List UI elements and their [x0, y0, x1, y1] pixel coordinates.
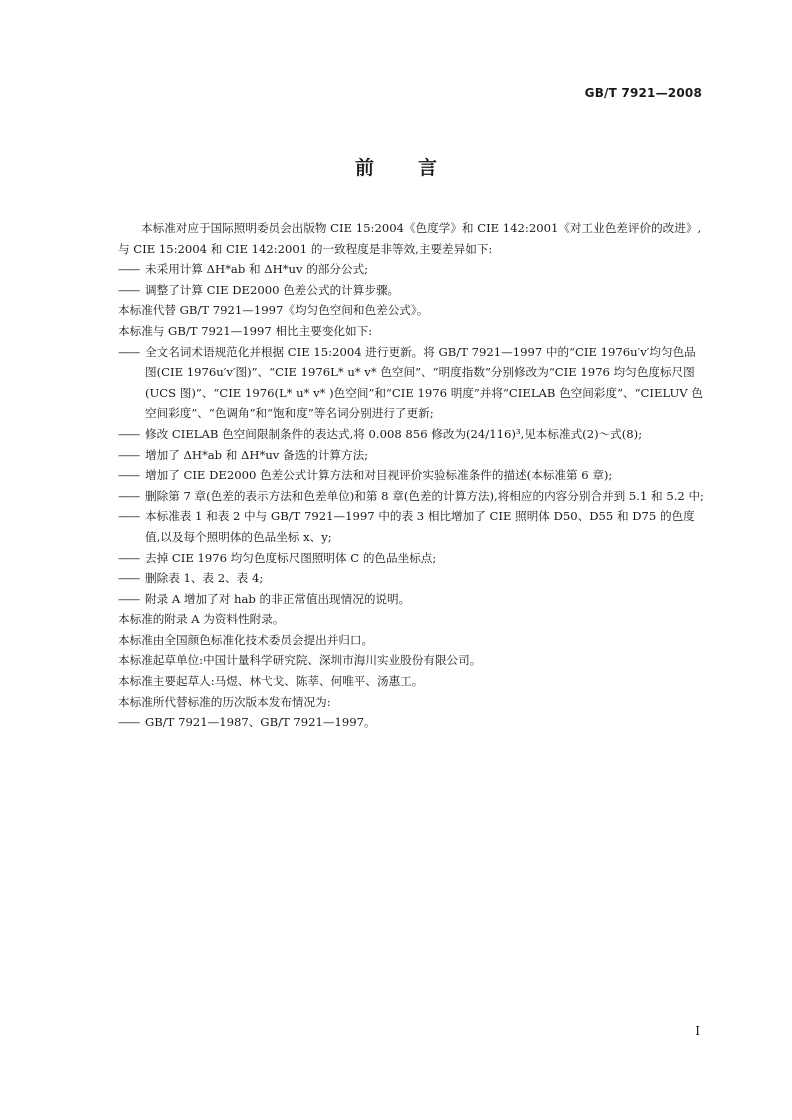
dash-marker: —— — [118, 715, 140, 730]
dash-marker: —— — [118, 488, 140, 503]
dash-marker: —— — [118, 468, 140, 483]
list-item-text: 删除表 1、表 2、表 4; — [145, 571, 264, 586]
standard-number: GB/T 7921—2008 — [584, 86, 702, 100]
dash-marker: —— — [118, 262, 140, 277]
list-item-text: 增加了 CIE DE2000 色差公式计算方法和对目视评价实验标准条件的描述(本标准第 6 章); — [145, 468, 613, 483]
paragraph-replaces: 本标准代替 GB/T 7921—1997《均匀色空间和色差公式》。 — [118, 303, 429, 318]
list-item — [118, 548, 704, 569]
dash-marker: —— — [118, 447, 140, 462]
paragraph-history: 本标准所代替标准的历次版本发布情况为: — [118, 694, 331, 709]
list-item-text: 全文名词术语规范化并根据 CIE 15:2004 进行更新。将 GB/T 7921—1997 中的“CIE 1976u′v′均匀色品图(CIE 1976u′v′图)”、“CIE 1976L* u* v* 色空间”、“明度指数”分别修改为“CIE 1976 均匀色度标尺图(UCS 图)”、“CIE 1976(L* u* v* )色空间”和“CIE 1976 明度”并将“CIELAB 色空间彩度”、“CIELUV 色空间彩度”、“色调角”和“饱和度”等名词分别进行了更新; — [145, 344, 703, 421]
paragraph-drafting-units: 本标准起草单位:中国计量科学研究院、深圳市海川实业股份有限公司。 — [118, 653, 482, 668]
dash-marker: —— — [118, 550, 140, 565]
list-item-text: 附录 A 增加了对 hab 的非正常值出现情况的说明。 — [145, 591, 411, 606]
dash-marker: —— — [118, 571, 140, 586]
list-item-text: 修改 CIELAB 色空间限制条件的表达式,将 0.008 856 修改为(24/116)³,见本标准式(2)～式(8); — [145, 426, 643, 441]
page-title: 前言 — [354, 157, 481, 179]
paragraph-drafters: 本标准主要起草人:马煜、林弋戈、陈莘、何唯平、汤惠工。 — [118, 674, 424, 689]
paragraph-proposer: 本标准由全国颜色标准化技术委员会提出并归口。 — [118, 632, 374, 647]
list-item — [118, 259, 704, 280]
list-item — [118, 465, 704, 486]
dash-marker: —— — [118, 282, 140, 297]
list-item — [118, 589, 704, 610]
list-item-text: GB/T 7921—1987、GB/T 7921—1997。 — [145, 715, 376, 730]
list-item — [118, 424, 704, 445]
list-item-text: 删除第 7 章(色差的表示方法和色差单位)和第 8 章(色差的计算方法),将相应的内容分别合并到 5.1 和 5.2 中; — [145, 488, 704, 503]
page-number: I — [695, 1024, 700, 1038]
list-item — [118, 280, 704, 301]
list-item — [118, 568, 704, 589]
list-item — [118, 486, 704, 507]
list-item — [118, 712, 704, 733]
dash-marker: —— — [118, 344, 140, 359]
list-item-text: 调整了计算 CIE DE2000 色差公式的计算步骤。 — [145, 282, 400, 297]
paragraph-changes-intro: 本标准与 GB/T 7921—1997 相比主要变化如下: — [118, 323, 373, 338]
list-item — [118, 506, 704, 547]
preface-body — [118, 218, 704, 733]
list-item-text: 增加了 ΔH*ab 和 ΔH*uv 备选的计算方法; — [145, 447, 369, 462]
dash-marker: —— — [118, 509, 140, 524]
list-item-text: 去掉 CIE 1976 均匀色度标尺图照明体 C 的色品坐标点; — [145, 550, 437, 565]
list-item-text: 未采用计算 ΔH*ab 和 ΔH*uv 的部分公式; — [145, 262, 369, 277]
list-item — [118, 342, 704, 424]
list-item-text: 本标准表 1 和表 2 中与 GB/T 7921—1997 中的表 3 相比增加了 CIE 照明体 D50、D55 和 D75 的色度值,以及每个照明体的色品坐标 x、y; — [145, 509, 695, 544]
dash-marker: —— — [118, 426, 140, 441]
dash-marker: —— — [118, 591, 140, 606]
paragraph-annex: 本标准的附录 A 为资料性附录。 — [118, 612, 285, 627]
paragraph-scope: 本标准对应于国际照明委员会出版物 CIE 15:2004《色度学》和 CIE 142:2001《对工业色差评价的改进》,与 CIE 15:2004 和 CIE 142:2001 的一致程度是非等效,主要差异如下: — [118, 221, 702, 256]
list-item — [118, 445, 704, 466]
